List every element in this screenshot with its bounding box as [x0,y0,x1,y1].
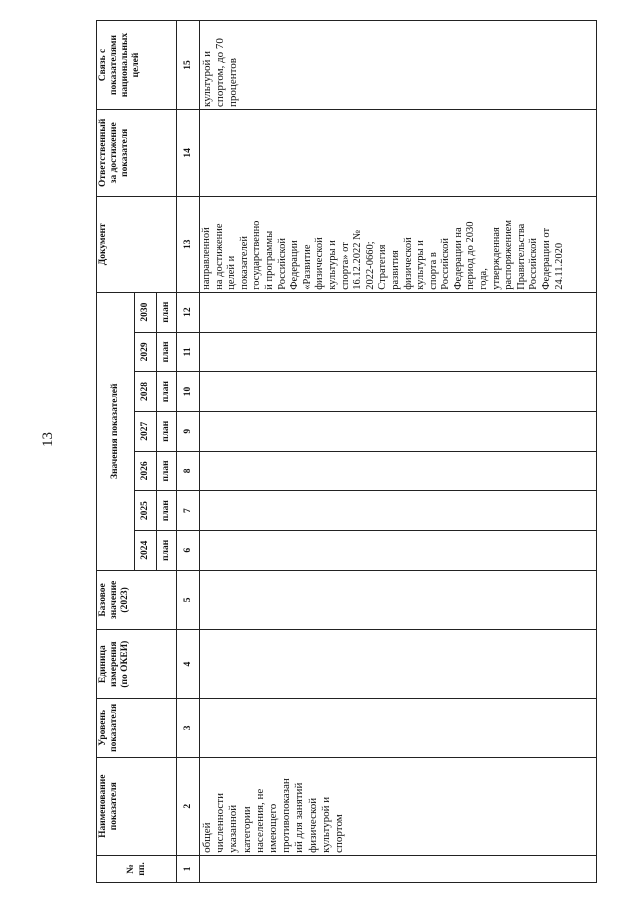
cell-unit [200,630,597,699]
header-values-group: Значения показателей [97,292,135,570]
column-number: 3 [177,699,200,758]
column-number: 1 [177,855,200,882]
header-plan: план [157,332,177,372]
header-plan: план [157,411,177,451]
column-number: 14 [177,109,200,196]
header-year-2026: 2026 [135,451,157,491]
column-number: 15 [177,21,200,110]
header-unit: Единица измерения (по ОКЕИ) [97,630,177,699]
cell-value-2028 [200,372,597,412]
rotated-table-container [96,20,597,883]
header-plan: план [157,491,177,531]
header-no: № пп. [97,855,177,882]
cell-name [200,757,597,855]
column-number: 2 [177,757,200,855]
column-number: 5 [177,570,200,630]
cell-responsible [200,109,597,196]
header-base: Базовое значение (2023) [97,570,177,630]
column-number: 9 [177,411,200,451]
cell-base [200,570,597,630]
header-plan: план [157,372,177,412]
column-number: 10 [177,372,200,412]
header-year-2029: 2029 [135,332,157,372]
page-number: 13 [40,432,56,447]
header-year-2024: 2024 [135,530,157,570]
cell-value-2027 [200,411,597,451]
header-year-2027: 2027 [135,411,157,451]
cell-value-2030 [200,292,597,332]
cell-level [200,699,597,758]
header-year-2030: 2030 [135,292,157,332]
header-year-2025: 2025 [135,491,157,531]
cell-document [200,196,597,292]
document-text: направленной на достижение целей и показателей государственно й программы Российской Федерации «Развитие физической культуры и спорта» от 16.12.2022 № 2022-0660; Стратегия развития физической культуры и спорта в Российской Федерации на период до 2030 года, утвержденная распоряжением Правительства Российской Федерации от 24.11.2020 [201,219,565,290]
cell-no [200,855,597,882]
column-number: 12 [177,292,200,332]
header-plan: план [157,292,177,332]
header-level: Уровень показателя [97,699,177,758]
header-document: Документ [97,196,177,292]
national-goals-text: культурой и спортом, до 70 процентов [201,38,240,107]
cell-value-2025 [200,491,597,531]
header-plan: план [157,451,177,491]
header-plan: план [157,530,177,570]
column-number: 7 [177,491,200,531]
column-number: 13 [177,196,200,292]
cell-value-2029 [200,332,597,372]
cell-value-2026 [200,451,597,491]
column-number: 11 [177,332,200,372]
header-name: Наименование показателя [97,757,177,855]
header-year-2028: 2028 [135,372,157,412]
header-responsible: Ответственный за достижение показателя [97,109,177,196]
header-national: Связь с показателями национальных целей [97,21,177,110]
column-number: 4 [177,630,200,699]
cell-value-2024 [200,530,597,570]
indicator-name-text: общей численности указанной категории населения, не имеющего противопоказан ий для занятий физической культурой и спортом [201,778,345,853]
cell-national [200,21,597,110]
column-number: 8 [177,451,200,491]
indicators-table [96,20,597,883]
column-number: 6 [177,530,200,570]
